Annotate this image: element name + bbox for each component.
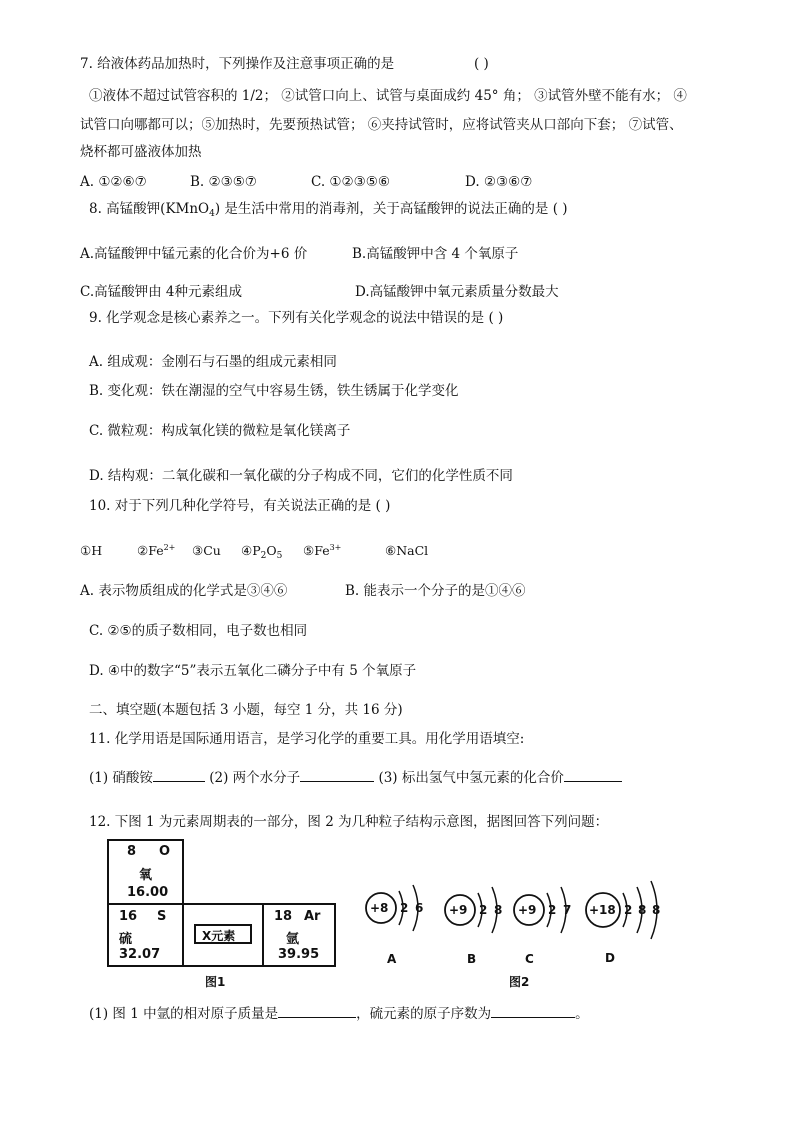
q10-option-b[interactable]: B. 能表示一个分子的是①④⑥ xyxy=(345,583,526,599)
particle-c-label: C xyxy=(525,952,534,966)
particle-a-shell-1: 2 xyxy=(400,901,409,915)
q7-option-c[interactable]: C. ①②③⑤⑥ xyxy=(311,174,390,190)
q7-line1: ①液体不超过试管容积的 1/2； ②试管口向上、试管与桌面成约 45° 角； ③试管外壁不能有水； ④ xyxy=(89,88,687,104)
particle-a-nucleus: +8 xyxy=(370,901,389,915)
q11-stem: 11. 化学用语是国际通用语言，是学习化学的重要工具。用化学用语填空: xyxy=(89,731,525,747)
section-heading: 二、填空题(本题包括 3 小题，每空 1 分，共 16 分) xyxy=(89,702,403,718)
x-element-box: X元素 xyxy=(194,924,252,944)
particle-b-nucleus: +9 xyxy=(449,903,468,917)
particle-d-shell-3: 8 xyxy=(652,903,661,917)
particle-a-label: A xyxy=(387,952,397,966)
q12-blank-sulfur-number[interactable] xyxy=(491,1003,575,1018)
particle-d-label: D xyxy=(605,951,615,965)
q10-option-d[interactable]: D. ④中的数字“5”表示五氧化二磷分子中有 5 个氧原子 xyxy=(89,663,417,679)
q11-blank-2[interactable] xyxy=(300,767,374,782)
q11-part1-label: (1) 硝酸铵 xyxy=(89,770,153,786)
q8-option-c[interactable]: C.高锰酸钾由 4种元素组成 xyxy=(80,284,243,300)
particle-a-shell-2: 6 xyxy=(415,901,424,915)
particle-d-shell-1: 2 xyxy=(624,903,633,917)
q12-figure xyxy=(107,836,665,996)
q11-blanks-row xyxy=(89,767,622,787)
particle-c-shell-1: 2 xyxy=(548,903,557,917)
q12-part1: (1) 图 1 中氩的相对原子质量是 ，硫元素的原子序数为 。 xyxy=(89,1003,589,1023)
q9-option-d[interactable]: D. 结构观：二氧化碳和一氧化碳的分子构成不同，它们的化学性质不同 xyxy=(89,468,513,484)
q7-option-a[interactable]: A. ①②⑥⑦ xyxy=(80,174,147,190)
particle-d xyxy=(586,881,660,965)
q7-option-d[interactable]: D. ②③⑥⑦ xyxy=(465,174,533,190)
q8-option-d[interactable]: D.高锰酸钾中氧元素质量分数最大 xyxy=(355,284,559,300)
q11-blank-3[interactable] xyxy=(564,767,622,782)
q10-symbol-1: ①H xyxy=(80,543,103,558)
q7-stem: 7. 给液体药品加热时，下列操作及注意事项正确的是 xyxy=(80,56,395,72)
q11-blank-1[interactable] xyxy=(153,767,205,782)
q10-stem: 10. 对于下列几种化学符号，有关说法正确的是 ( ) xyxy=(89,498,391,514)
q10-symbol-6: ⑥NaCl xyxy=(385,543,429,558)
q9-option-a[interactable]: A. 组成观：金刚石与石墨的组成元素相同 xyxy=(89,354,337,370)
figure-1-caption: 图1 xyxy=(205,975,226,989)
cell-oxygen: 8 O 氧 16.00 xyxy=(107,839,184,905)
q9-stem: 9. 化学观念是核心素养之一。下列有关化学观念的说法中错误的是 ( ) xyxy=(89,310,504,326)
q7-line2: 试管口向哪都可以；⑤加热时，先要预热试管； ⑥夹持试管时，应将试管夹从口部向下套； ⑦试管、 xyxy=(80,117,683,133)
figure-2-caption: 图2 xyxy=(509,975,530,989)
particle-b-shell-1: 2 xyxy=(479,903,488,917)
particle-c xyxy=(514,887,571,966)
q8-stem: 8. 高锰酸钾(KMnO$_4$) 是生活中常用的消毒剂，关于高锰酸钾的说法正确的是 ( ) xyxy=(89,201,568,219)
particle-c-shell-2: 7 xyxy=(563,903,572,917)
q7-option-b[interactable]: B. ②③⑤⑦ xyxy=(190,174,257,190)
cell-sulfur: 16 S 硫 32.07 xyxy=(107,903,184,967)
particle-diagrams xyxy=(357,861,665,971)
particle-b-shell-2: 8 xyxy=(494,903,503,917)
q7-line3: 烧杯都可盛液体加热 xyxy=(80,144,202,160)
q10-symbol-5: $⑤Fe^{3+}$ xyxy=(303,543,342,558)
q10-symbol-4: $④P_2O_5$ xyxy=(241,543,283,561)
q12-blank-argon-mass[interactable] xyxy=(278,1003,356,1018)
particle-b-label: B xyxy=(467,952,477,966)
q12-stem: 12. 下图 1 为元素周期表的一部分，图 2 为几种粒子结构示意图，据图回答下列问题： xyxy=(89,814,609,830)
cell-x-element xyxy=(182,903,264,967)
q7-answer-paren: ( ) xyxy=(474,56,489,72)
q10-symbol-3: ③Cu xyxy=(192,543,221,558)
q10-symbol-2: $②Fe^{2+}$ xyxy=(137,543,176,558)
q10-option-c[interactable]: C. ②⑤的质子数相同，电子数也相同 xyxy=(89,623,308,639)
q9-option-c[interactable]: C. 微粒观：构成氧化镁的微粒是氧化镁离子 xyxy=(89,423,351,439)
q10-option-a[interactable]: A. 表示物质组成的化学式是③④⑥ xyxy=(80,583,288,599)
q11-part2-label: (2) 两个水分子 xyxy=(209,770,301,786)
particle-c-nucleus: +9 xyxy=(518,903,537,917)
particle-b xyxy=(445,887,502,966)
particle-d-nucleus: +18 xyxy=(589,903,616,917)
q11-part3-label: (3) 标出氢气中氢元素的化合价 xyxy=(378,770,564,786)
q9-option-b[interactable]: B. 变化观：铁在潮湿的空气中容易生锈，铁生锈属于化学变化 xyxy=(89,383,459,399)
cell-argon: 18 Ar 氩 39.95 xyxy=(262,903,336,967)
q8-option-b[interactable]: B.高锰酸钾中含 4 个氧原子 xyxy=(352,246,519,262)
particle-d-shell-2: 8 xyxy=(638,903,647,917)
q8-option-a[interactable]: A.高锰酸钾中锰元素的化合价为+6 价 xyxy=(80,246,308,262)
particle-a xyxy=(366,885,423,966)
